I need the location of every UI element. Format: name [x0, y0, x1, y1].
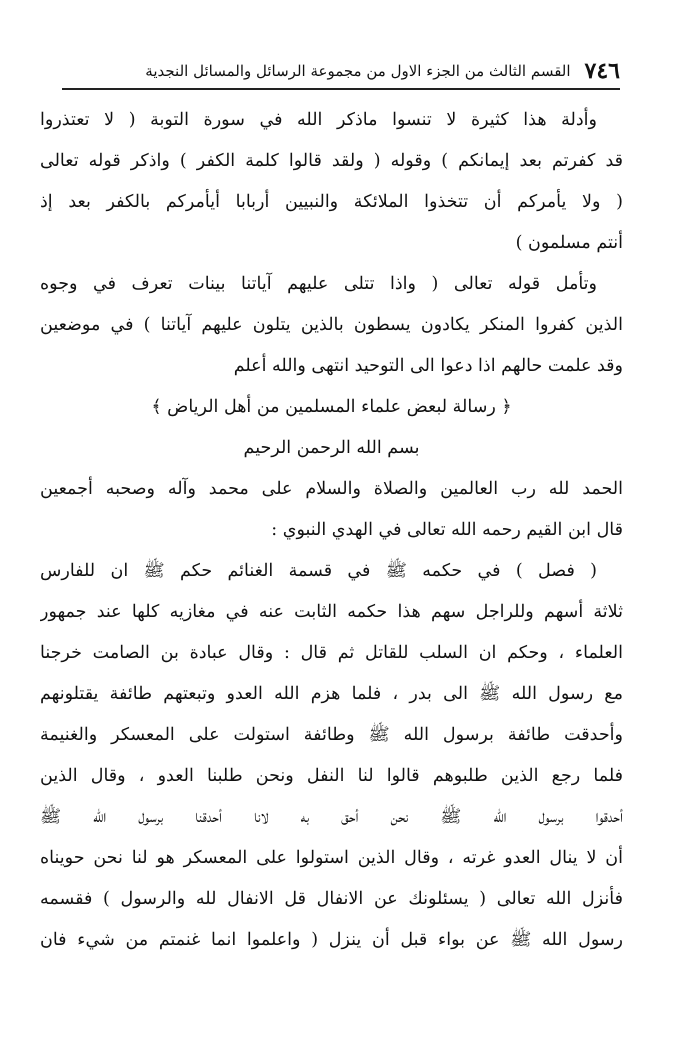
text-line: وأدلة هذا كثيرة لا تنسوا ماذكر الله في سورة التوبة ( لا تعتذروا [40, 110, 597, 130]
page-header [62, 56, 620, 86]
text-line: وأحدقت طائفة برسول الله ﷺ وطائفة استولت على المعسكر والغنيمة [40, 725, 623, 745]
text-line: ( فصل ) في حكمه ﷺ في قسمة الغنائم حكم ﷺ ان للفارس [40, 561, 597, 581]
header-rule [62, 88, 620, 90]
body-text [40, 100, 623, 961]
text-line: وقد علمت حالهم اذا دعوا الى التوحيد انتهى والله أعلم [233, 356, 623, 376]
text-line: أحدقوا برسول الله ﷺ نحن أحق به لانا أحدقنا برسول الله ﷺ [40, 807, 623, 827]
text-line: قال ابن القيم رحمه الله تعالى في الهدي النبوي : [271, 520, 623, 540]
text-line: وتأمل قوله تعالى ( واذا تتلى عليهم آياتنا بينات تعرف في وجوه [40, 274, 597, 294]
text-line: قد كفرتم بعد إيمانكم ) وقوله ( ولقد قالوا كلمة الكفر ) واذكر قوله تعالى [40, 151, 623, 171]
text-line: العلماء ، وحكم ان السلب للقاتل ثم قال : وقال عبادة بن الصامت خرجنا [40, 643, 623, 663]
page-number: ٧٤٦ [584, 58, 620, 84]
text-line: رسول الله ﷺ عن بواء قبل أن ينزل ( واعلموا انما غنمتم من شيء فان [40, 930, 623, 950]
running-title: القسم الثالث من الجزء الاول من مجموعة الرسائل والمسائل النجدية [145, 62, 571, 80]
text-line: ( ولا يأمركم أن تتخذوا الملائكة والنبيين أربابا أيأمركم بالكفر بعد إذ [40, 192, 623, 212]
text-line: فأنزل الله تعالى ( يسئلونك عن الانفال قل الانفال لله والرسول ) فقسمه [40, 889, 623, 909]
text-line: ثلاثة أسهم وللراجل سهم هذا حكمه الثابت عنه في مغازيه كلها عند جمهور [40, 602, 623, 622]
text-line: ﴿ رسالة لبعض علماء المسلمين من أهل الرياض ﴾ [151, 397, 512, 417]
text-line: الحمد لله رب العالمين والصلاة والسلام على محمد وآله وصحبه أجمعين [40, 479, 623, 499]
text-line: فلما رجع الذين طلبوهم قالوا لنا النفل ونحن طلبنا العدو ، وقال الذين [40, 766, 623, 786]
text-line: الذين كفروا المنكر يكادون يسطون بالذين يتلون عليهم آياتنا ) في موضعين [40, 315, 623, 335]
text-line: أن لا ينال العدو غرته ، وقال الذين استولوا على المعسكر هو لنا نحن حويناه [40, 848, 623, 868]
text-line: أنتم مسلمون ) [515, 233, 623, 253]
text-line: مع رسول الله ﷺ الى بدر ، فلما هزم الله العدو وتبعتهم طائفة يقتلونهم [40, 684, 623, 704]
text-line: بسم الله الرحمن الرحيم [243, 438, 420, 458]
